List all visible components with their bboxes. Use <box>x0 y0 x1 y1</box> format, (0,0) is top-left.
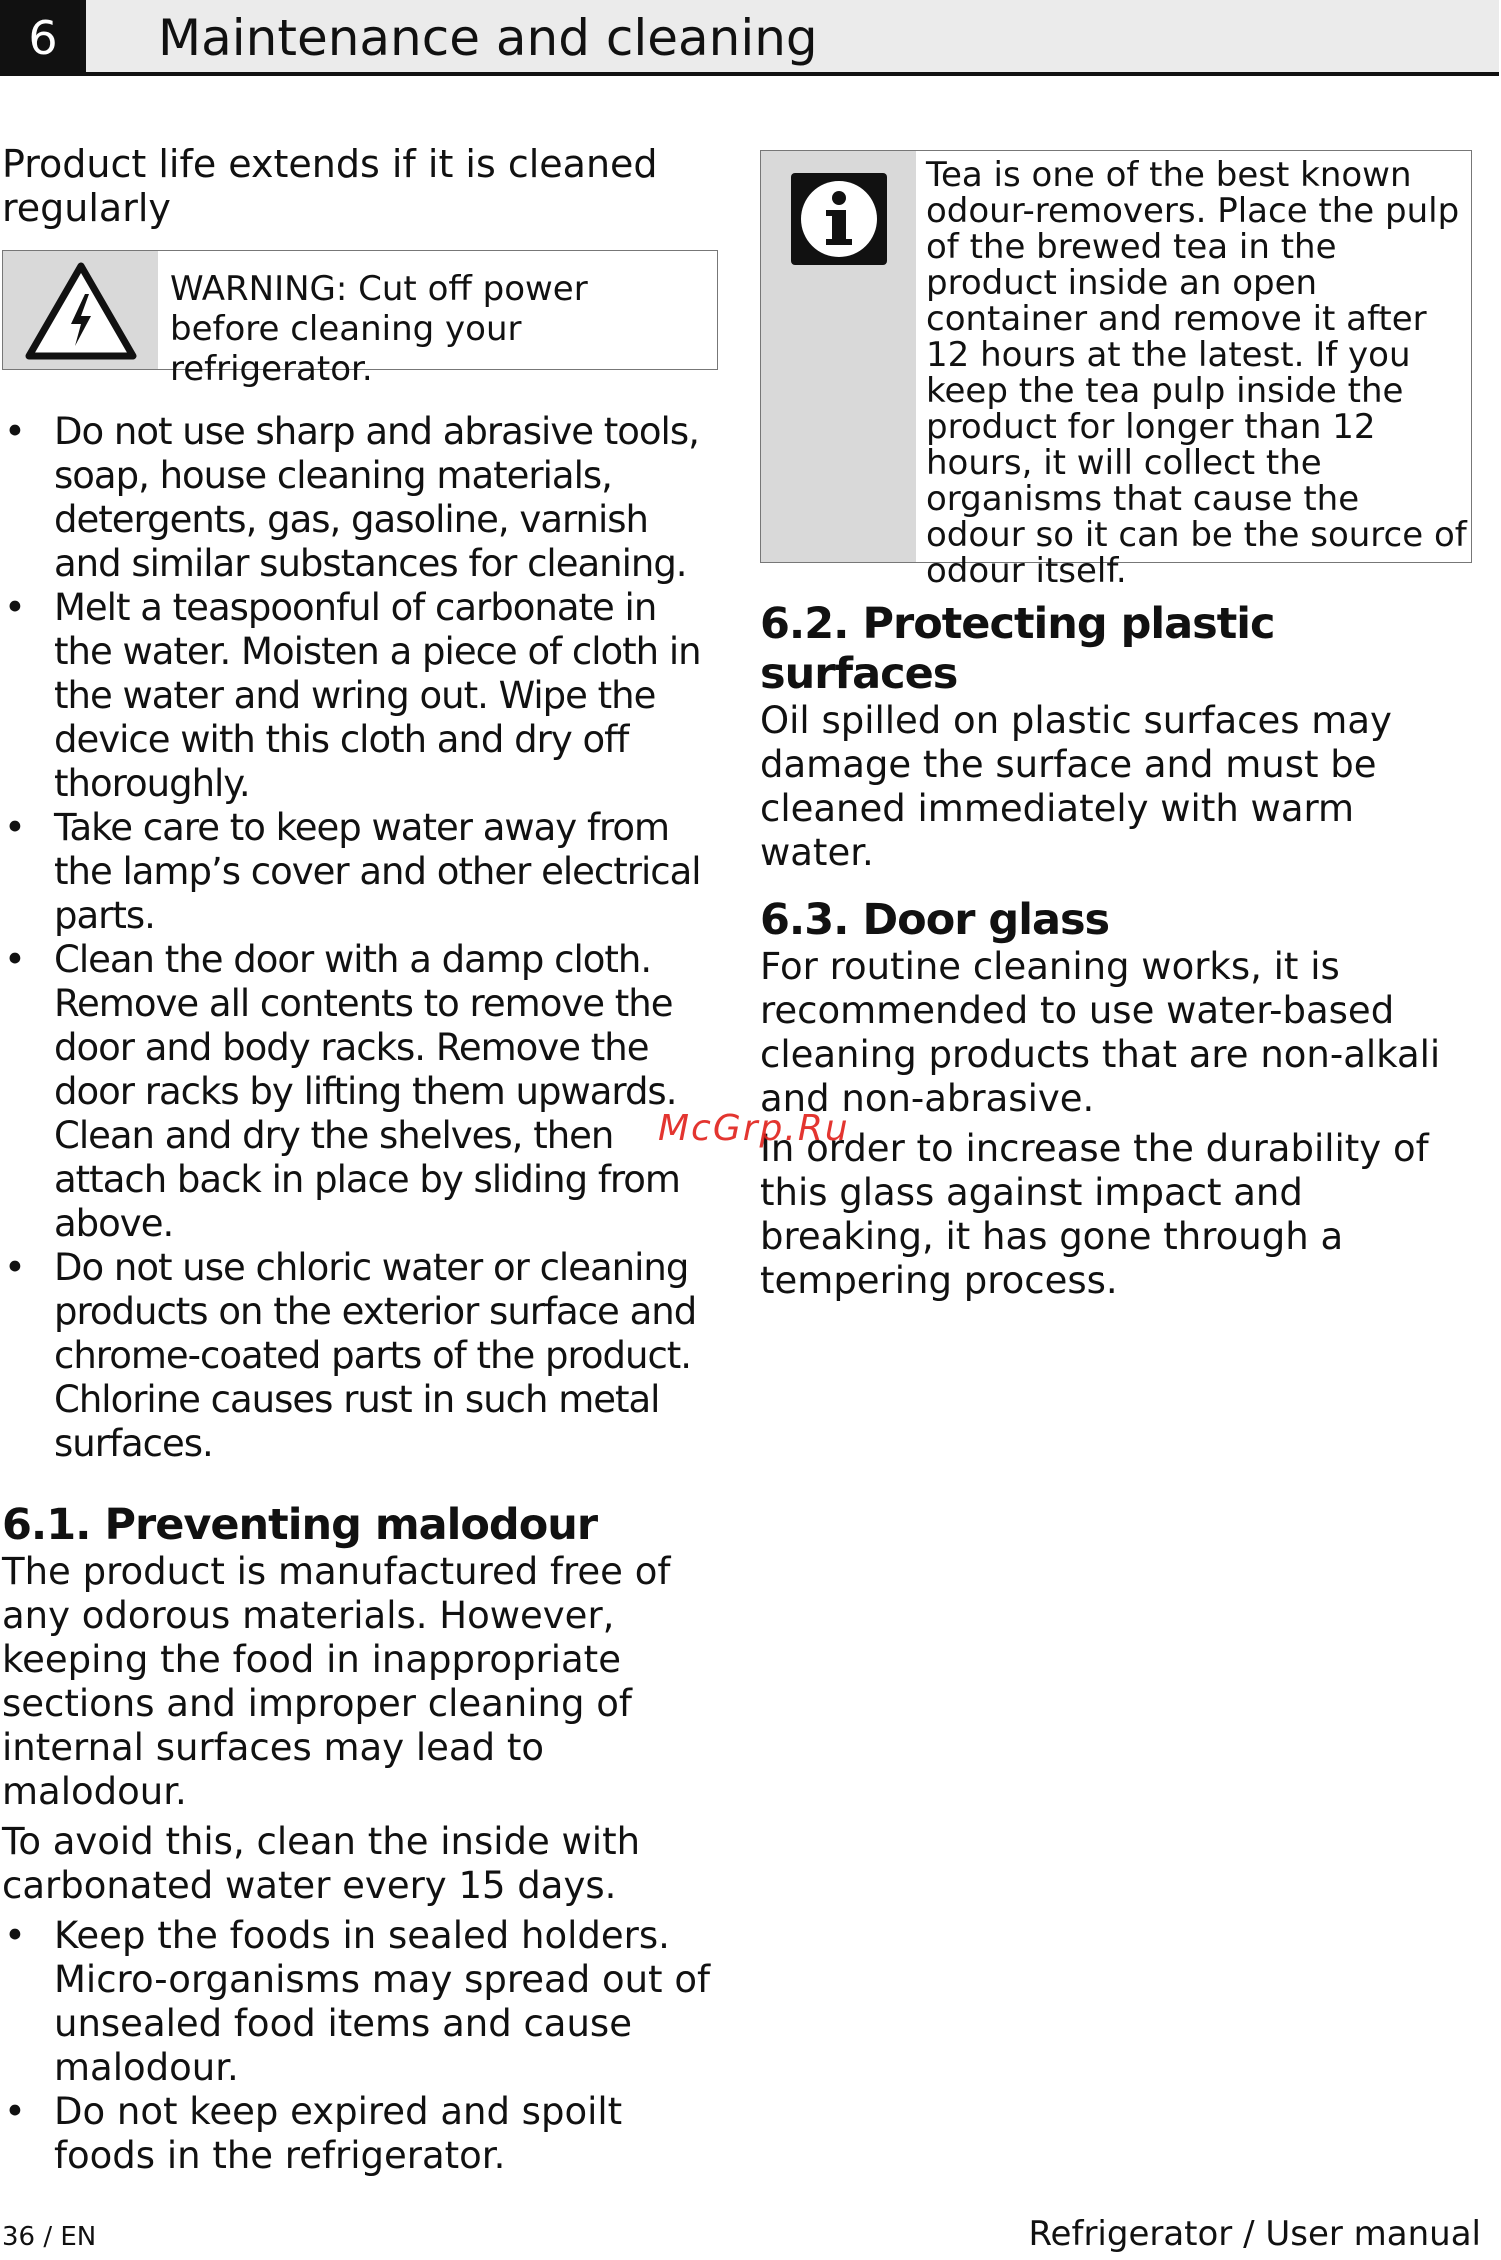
warning-box <box>2 250 718 389</box>
list-item: • Do not use chloric water or cleaning products on the exterior surface and chrome-coated parts of the product. Chlorine causes rust in such metal surfaces. <box>2 1246 718 1466</box>
intro-text: Product life extends if it is cleaned regularly <box>2 142 658 230</box>
section-title-6-2: 6.2. Protecting plastic surfaces <box>760 599 1275 699</box>
list-item: • Clean the door with a damp cloth. Remove all contents to remove the door and body racks. Remove the door racks by lifting them upwards. Clean and dry the shelves, then attach back in place by sliding from above. <box>2 938 718 1246</box>
list-item: • Do not use sharp and abrasive tools, soap, house cleaning materials, detergents, gas, gasoline, varnish and similar substances for cleaning. <box>2 410 718 586</box>
watermark: McGrp.Ru <box>658 1108 850 1149</box>
section-title-6-1: 6.1. Preventing malodour <box>2 1500 598 1550</box>
info-text: Tea is one of the best known odour-removers. Place the pulp of the brewed tea in the product inside an open container and remove it after 12 hours at the latest. If you keep the tea pulp inside the product for longer than 12 hours, it will collect the organisms that cause the odour so it can be the source of odour itself. <box>926 155 1467 591</box>
section-6-1-paragraph-2: To avoid this, clean the inside with carbonated water every 15 days. <box>2 1820 641 1907</box>
list-item: • Do not keep expired and spoilt foods in the refrigerator. <box>2 2090 718 2178</box>
chapter-title-bar <box>86 0 1499 76</box>
chapter-header <box>0 0 1501 76</box>
section-title-6-3: 6.3. Door glass <box>760 895 1110 945</box>
chapter-title: Maintenance and cleaning <box>158 9 818 67</box>
section-6-3-paragraph-2: In order to increase the durability of this glass against impact and breaking, it has gone through a tempering process. <box>760 1127 1429 1302</box>
list-item: • Keep the foods in sealed holders. Micro-organisms may spread out of unsealed food items and cause malodour. <box>2 1914 718 2090</box>
right-column <box>760 150 1472 1309</box>
list-item: • Melt a teaspoonful of carbonate in the water. Moisten a piece of cloth in the water and wring out. Wipe the device with this cloth and dry off thoroughly. <box>2 586 718 806</box>
info-box <box>760 150 1472 591</box>
page-number: 36 / EN <box>2 2222 97 2252</box>
list-item: • Take care to keep water away from the lamp’s cover and other electrical parts. <box>2 806 718 938</box>
chapter-number: 6 <box>0 0 86 76</box>
information-icon <box>761 151 916 562</box>
cleaning-bullet-list <box>2 410 718 1466</box>
section-6-2-paragraph: Oil spilled on plastic surfaces may damage the surface and must be cleaned immediately with warm water. <box>760 699 1392 874</box>
warning-text: WARNING: Cut off power before cleaning your refrigerator. <box>170 269 588 389</box>
malodour-bullet-list <box>2 1914 718 2178</box>
section-6-3-paragraph-1: For routine cleaning works, it is recommended to use water-based cleaning products that are non-alkali and non-abrasive. <box>760 945 1441 1120</box>
left-column <box>2 142 718 2178</box>
electric-hazard-warning-icon <box>3 251 158 369</box>
document-title-footer: Refrigerator / User manual <box>1028 2214 1481 2254</box>
section-6-1-paragraph-1: The product is manufactured free of any odorous materials. However, keeping the food in inappropriate sections and improper cleaning of internal surfaces may lead to malodour. <box>2 1550 671 1813</box>
